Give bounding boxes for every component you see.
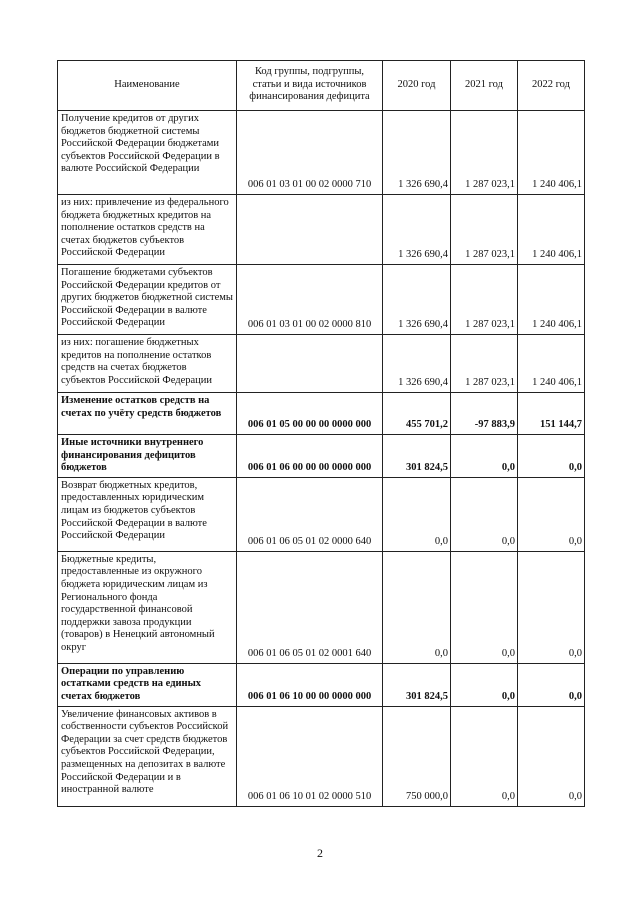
row-2022-cell: 1 240 406,1: [518, 335, 585, 393]
row-2021-cell: -97 883,9: [451, 393, 518, 435]
row-code-cell: 006 01 06 10 01 02 0000 510: [237, 706, 383, 806]
row-code-cell: [237, 335, 383, 393]
row-2022-cell: 1 240 406,1: [518, 265, 585, 335]
row-name-cell: Получение кредитов от других бюджетов бюджетной системы Российской Федерации бюджетами субъектов Российской Федерации в валюте Российской Федерации: [58, 111, 237, 195]
row-2022-cell: 0,0: [518, 663, 585, 706]
row-2022-cell: 0,0: [518, 706, 585, 806]
row-2022-cell: 0,0: [518, 435, 585, 478]
table-row: [58, 477, 585, 551]
row-2020-cell: 455 701,2: [383, 393, 451, 435]
table-row: [58, 706, 585, 806]
row-name-cell: Возврат бюджетных кредитов, предоставленных юридическим лицам из бюджетов субъектов Российской Федерации в валюте Российской Федерации: [58, 477, 237, 551]
row-name-cell: из них: погашение бюджетных кредитов на пополнение остатков средств на счетах бюджетов субъектов Российской Федерации: [58, 335, 237, 393]
row-name-cell: Изменение остатков средств на счетах по учёту средств бюджетов: [58, 393, 237, 435]
row-code-cell: 006 01 03 01 00 02 0000 710: [237, 111, 383, 195]
page-number: 2: [317, 846, 323, 860]
row-name-cell: Увеличение финансовых активов в собственности субъектов Российской Федерации за счет средств бюджетов субъектов Российской Федерации, размещенных на депозитах в валюте Российской Федерации и в иностранной валюте: [58, 706, 237, 806]
row-code-cell: 006 01 06 00 00 00 0000 000: [237, 435, 383, 478]
table-row: [58, 393, 585, 435]
row-2022-cell: 1 240 406,1: [518, 195, 585, 265]
row-name-cell: из них: привлечение из федерального бюджета бюджетных кредитов на пополнение остатков средств на счетах бюджетов субъектов Российской Федерации: [58, 195, 237, 265]
row-2020-cell: 1 326 690,4: [383, 335, 451, 393]
table-row: [58, 551, 585, 663]
row-2021-cell: 0,0: [451, 435, 518, 478]
row-2021-cell: 0,0: [451, 663, 518, 706]
row-name-cell: Иные источники внутреннего финансирования дефицитов бюджетов: [58, 435, 237, 478]
row-2020-cell: 1 326 690,4: [383, 265, 451, 335]
row-name-cell: Бюджетные кредиты, предоставленные из окружного бюджета юридическим лицам из Регионального фонда государственной финансовой поддержки завоза продукции (товаров) в Ненецкий автономный округ: [58, 551, 237, 663]
table-row: [58, 435, 585, 478]
financing-sources-table: [57, 60, 585, 807]
row-code-cell: 006 01 06 05 01 02 0000 640: [237, 477, 383, 551]
row-2022-cell: 0,0: [518, 551, 585, 663]
row-code-cell: 006 01 05 00 00 00 0000 000: [237, 393, 383, 435]
header-2021: 2021 год: [451, 61, 518, 111]
row-2020-cell: 301 824,5: [383, 435, 451, 478]
row-2021-cell: 0,0: [451, 477, 518, 551]
row-2020-cell: 0,0: [383, 477, 451, 551]
row-2021-cell: 0,0: [451, 551, 518, 663]
row-2021-cell: 1 287 023,1: [451, 265, 518, 335]
row-code-cell: 006 01 06 05 01 02 0001 640: [237, 551, 383, 663]
table-header-row: [58, 61, 585, 111]
row-name-cell: Погашение бюджетами субъектов Российской Федерации кредитов от других бюджетов бюджетной системы Российской Федерации в валюте Российской Федерации: [58, 265, 237, 335]
row-2022-cell: 1 240 406,1: [518, 111, 585, 195]
table-row: [58, 111, 585, 195]
row-2020-cell: 1 326 690,4: [383, 111, 451, 195]
row-code-cell: 006 01 03 01 00 02 0000 810: [237, 265, 383, 335]
table-row: [58, 663, 585, 706]
row-2020-cell: 1 326 690,4: [383, 195, 451, 265]
row-code-cell: 006 01 06 10 00 00 0000 000: [237, 663, 383, 706]
table-row: [58, 195, 585, 265]
table-row: [58, 265, 585, 335]
row-2021-cell: 1 287 023,1: [451, 335, 518, 393]
row-2022-cell: 0,0: [518, 477, 585, 551]
row-2021-cell: 1 287 023,1: [451, 111, 518, 195]
header-code: Код группы, подгруппы, статьи и вида источников финансирования дефицита: [237, 61, 383, 111]
row-2022-cell: 151 144,7: [518, 393, 585, 435]
header-name: Наименование: [58, 61, 237, 111]
row-2020-cell: 301 824,5: [383, 663, 451, 706]
row-2021-cell: 0,0: [451, 706, 518, 806]
header-2020: 2020 год: [383, 61, 451, 111]
row-2021-cell: 1 287 023,1: [451, 195, 518, 265]
row-code-cell: [237, 195, 383, 265]
header-2022: 2022 год: [518, 61, 585, 111]
row-2020-cell: 0,0: [383, 551, 451, 663]
row-2020-cell: 750 000,0: [383, 706, 451, 806]
table-row: [58, 335, 585, 393]
row-name-cell: Операции по управлению остатками средств на единых счетах бюджетов: [58, 663, 237, 706]
